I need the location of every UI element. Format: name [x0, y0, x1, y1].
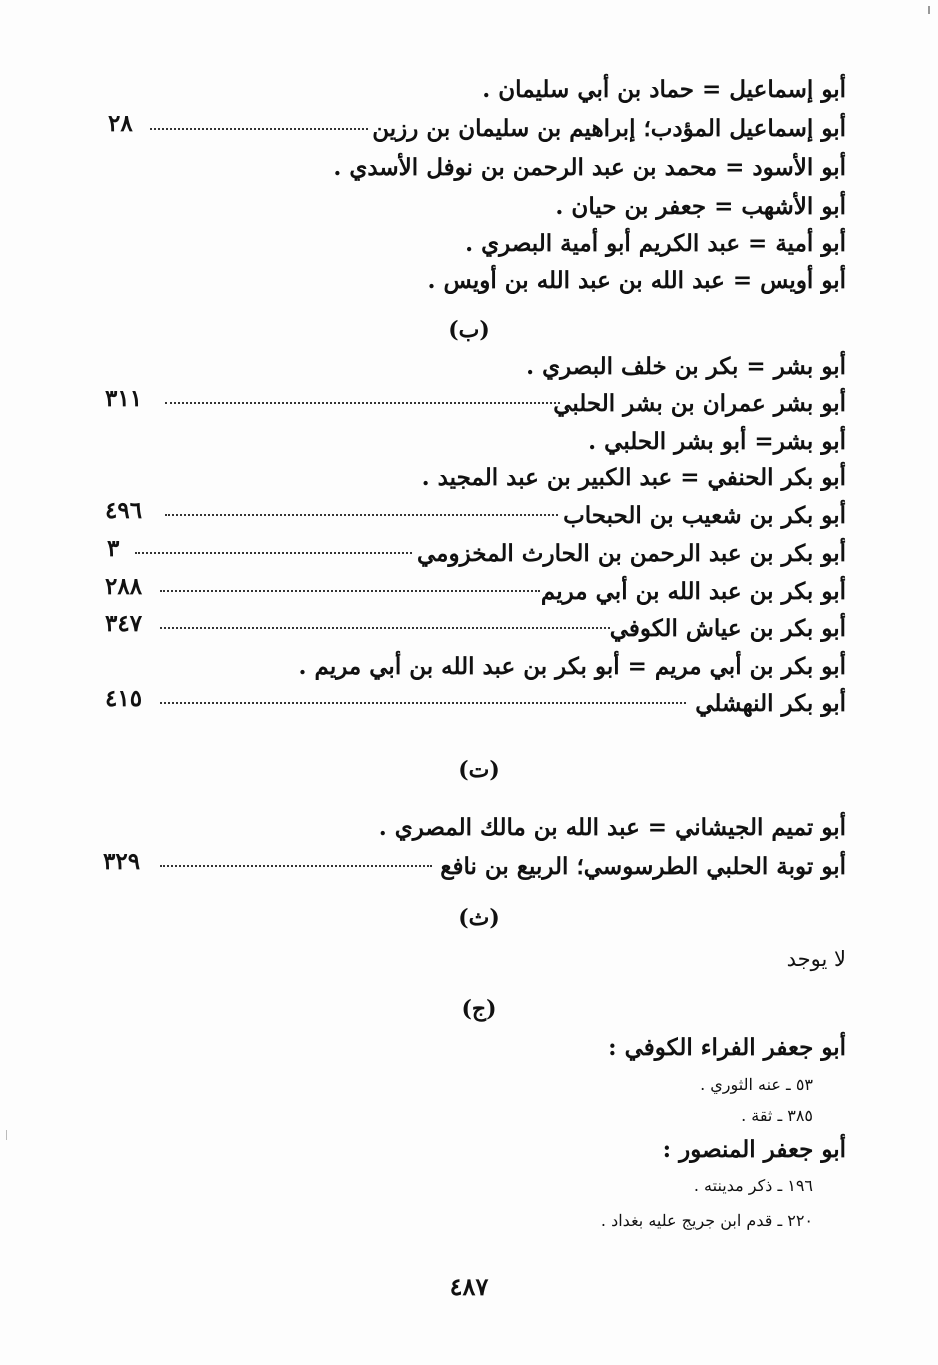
scan-mark	[6, 1130, 7, 1140]
section-heading: (ث)	[458, 905, 500, 931]
page-ref: ٣١١	[105, 385, 143, 412]
index-entry: أبو بكر بن عبد الله بن أبي مريم	[540, 578, 846, 605]
group-item: ١٩٦ ـ ذكر مدينته .	[693, 1176, 813, 1195]
index-entry: أبو أمية = عبد الكريم أبو أمية البصري .	[465, 230, 846, 257]
page-number: ٤٨٧	[449, 1272, 489, 1301]
index-entry: أبو بكر بن عبد الرحمن بن الحارث المخزومي	[416, 540, 846, 567]
index-entry: أبو إسماعيل = حماد بن أبي سليمان .	[482, 76, 846, 103]
index-entry: أبو أويس = عبد الله بن عبد الله بن أويس .	[427, 267, 846, 294]
index-entry: أبو بكر بن عياش الكوفي	[609, 615, 846, 642]
group-item: ٢٢٠ ـ قدم ابن جريج عليه بغداد .	[600, 1211, 813, 1230]
index-entry: أبو بكر بن شعيب بن الحبحاب	[563, 502, 846, 529]
page-ref: ٣٤٧	[105, 610, 143, 637]
leader-dots	[160, 627, 610, 629]
index-entry: أبو تميم الجيشاني = عبد الله بن مالك المصري .	[378, 814, 846, 841]
section-heading: (ت)	[458, 757, 500, 783]
page-ref: ٢٨	[108, 110, 133, 137]
group-item: ٣٨٥ ـ ثقة .	[741, 1106, 813, 1125]
index-entry: أبو إسماعيل المؤدب؛ إبراهيم بن سليمان بن رزين	[372, 115, 846, 142]
leader-dots	[150, 128, 368, 130]
group-title: أبو جعفر المنصور :	[662, 1136, 846, 1163]
group-item: ٥٣ ـ عنه الثوري .	[700, 1075, 813, 1094]
index-entry: أبو بشر= أبو بشر الحلبي .	[588, 428, 846, 455]
index-entry: أبو بكر النهشلي	[695, 690, 846, 717]
scan-mark	[928, 6, 930, 14]
leader-dots	[160, 865, 432, 867]
index-entry: أبو الأشهب = جعفر بن حيان .	[555, 193, 846, 220]
page-ref: ٣	[107, 535, 120, 562]
section-heading: (ب)	[448, 317, 490, 343]
index-entry: أبو بكر الحنفي = عبد الكبير بن عبد المجيد .	[421, 464, 846, 491]
page-ref: ٤١٥	[105, 685, 143, 712]
leader-dots	[160, 590, 540, 592]
index-entry: أبو الأسود = محمد بن عبد الرحمن بن نوفل الأسدي .	[333, 154, 846, 181]
leader-dots	[160, 702, 686, 704]
empty-note: لا يوجد	[786, 947, 846, 971]
page-ref: ٣٢٩	[103, 848, 141, 875]
index-entry: أبو توبة الحلبي الطرسوسي؛ الربيع بن نافع	[440, 853, 846, 880]
leader-dots	[135, 552, 412, 554]
page-ref: ٤٩٦	[105, 497, 143, 524]
index-entry: أبو بشر عمران بن بشر الحلبي	[553, 390, 846, 417]
index-entry: أبو بشر = بكر بن خلف البصري .	[526, 353, 846, 380]
leader-dots	[165, 514, 558, 516]
section-heading: (ج)	[461, 996, 497, 1022]
leader-dots	[165, 402, 560, 404]
index-entry: أبو بكر بن أبي مريم = أبو بكر بن عبد الله بن أبي مريم .	[298, 653, 846, 680]
group-title: أبو جعفر الفراء الكوفي :	[608, 1034, 846, 1061]
page-ref: ٢٨٨	[105, 573, 143, 600]
